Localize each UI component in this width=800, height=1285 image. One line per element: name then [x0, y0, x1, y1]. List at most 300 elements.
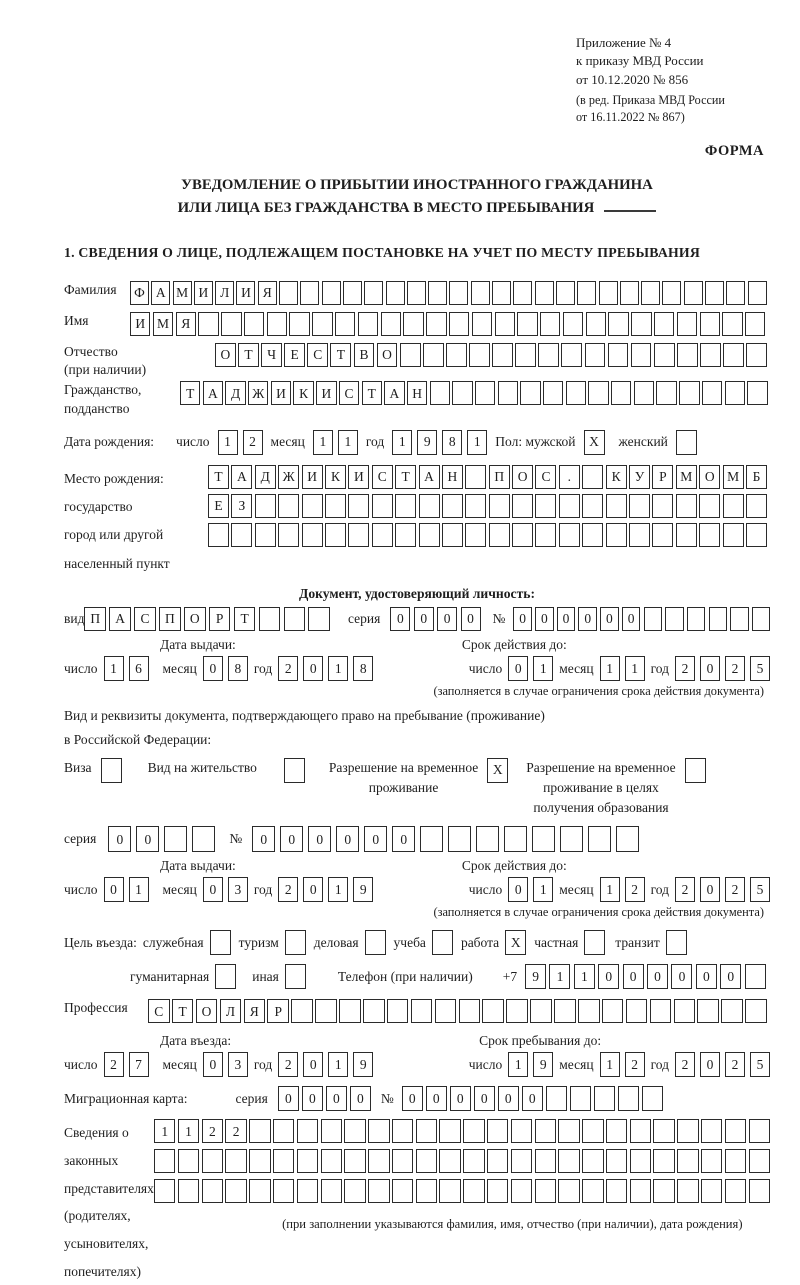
char-box-empty[interactable]: [435, 999, 457, 1023]
char-box-filled[interactable]: И: [194, 281, 213, 305]
char-box-empty[interactable]: [512, 523, 533, 547]
char-box-empty[interactable]: [365, 930, 386, 955]
char-box-filled[interactable]: З: [231, 494, 252, 518]
char-box-filled[interactable]: 1: [625, 656, 645, 681]
char-box-filled[interactable]: 6: [129, 656, 149, 681]
char-box-empty[interactable]: [249, 1149, 270, 1173]
char-box-empty[interactable]: [676, 523, 697, 547]
char-box-filled[interactable]: 0: [280, 826, 303, 852]
char-box-filled[interactable]: 1: [533, 656, 553, 681]
char-box-filled[interactable]: И: [236, 281, 255, 305]
char-box-empty[interactable]: [368, 1119, 389, 1143]
char-box-empty[interactable]: [442, 494, 463, 518]
char-box-empty[interactable]: [308, 607, 330, 631]
char-box-empty[interactable]: [300, 281, 319, 305]
char-box-filled[interactable]: X: [487, 758, 508, 783]
char-box-filled[interactable]: 2: [278, 656, 298, 681]
char-box-filled[interactable]: 2: [675, 656, 695, 681]
char-box-empty[interactable]: [721, 999, 743, 1023]
char-box-empty[interactable]: [620, 281, 639, 305]
char-box-empty[interactable]: [344, 1179, 365, 1203]
char-box-filled[interactable]: О: [377, 343, 398, 367]
char-box-empty[interactable]: [566, 381, 586, 405]
char-box-empty[interactable]: [699, 494, 720, 518]
char-box-empty[interactable]: [432, 930, 453, 955]
char-box-filled[interactable]: 0: [522, 1086, 543, 1111]
char-box-empty[interactable]: [701, 1119, 722, 1143]
char-box-filled[interactable]: 0: [203, 1052, 223, 1077]
char-box-empty[interactable]: [725, 1119, 746, 1143]
char-box-filled[interactable]: Е: [208, 494, 229, 518]
char-box-empty[interactable]: [611, 381, 631, 405]
char-box-filled[interactable]: М: [153, 312, 173, 336]
char-box-filled[interactable]: 2: [625, 877, 645, 902]
char-box-filled[interactable]: 0: [578, 607, 597, 631]
char-box-empty[interactable]: [395, 523, 416, 547]
char-box-empty[interactable]: [325, 494, 346, 518]
char-box-empty[interactable]: [641, 281, 660, 305]
char-box-filled[interactable]: Т: [330, 343, 351, 367]
char-box-filled[interactable]: Д: [255, 465, 276, 489]
char-box-filled[interactable]: 0: [104, 877, 124, 902]
char-box-filled[interactable]: 2: [225, 1119, 246, 1143]
char-box-empty[interactable]: [423, 343, 444, 367]
char-box-empty[interactable]: [511, 1179, 532, 1203]
char-box-filled[interactable]: 0: [303, 1052, 323, 1077]
char-box-filled[interactable]: 0: [598, 964, 619, 989]
char-box-empty[interactable]: [278, 523, 299, 547]
char-box-empty[interactable]: [676, 430, 697, 455]
char-box-empty[interactable]: [244, 312, 264, 336]
char-box-empty[interactable]: [407, 281, 426, 305]
char-box-filled[interactable]: 0: [392, 826, 415, 852]
char-box-empty[interactable]: [535, 1119, 556, 1143]
char-box-filled[interactable]: А: [109, 607, 131, 631]
char-box-filled[interactable]: 0: [720, 964, 741, 989]
char-box-filled[interactable]: Т: [234, 607, 256, 631]
char-box-empty[interactable]: [259, 607, 281, 631]
char-box-filled[interactable]: 0: [326, 1086, 347, 1111]
char-box-filled[interactable]: 1: [574, 964, 595, 989]
char-box-filled[interactable]: 1: [533, 877, 553, 902]
char-box-empty[interactable]: [677, 312, 697, 336]
char-box-empty[interactable]: [400, 343, 421, 367]
char-box-empty[interactable]: [588, 381, 608, 405]
char-box-empty[interactable]: [411, 999, 433, 1023]
char-box-empty[interactable]: [586, 312, 606, 336]
char-box-empty[interactable]: [449, 312, 469, 336]
char-box-filled[interactable]: 0: [623, 964, 644, 989]
char-box-empty[interactable]: [725, 1149, 746, 1173]
char-box-filled[interactable]: 8: [228, 656, 248, 681]
char-box-empty[interactable]: [676, 494, 697, 518]
char-box-empty[interactable]: [381, 312, 401, 336]
char-box-empty[interactable]: [449, 281, 468, 305]
char-box-filled[interactable]: И: [348, 465, 369, 489]
char-box-empty[interactable]: [439, 1149, 460, 1173]
char-box-filled[interactable]: 0: [557, 607, 576, 631]
char-box-empty[interactable]: [746, 523, 767, 547]
char-box-empty[interactable]: [616, 826, 639, 852]
char-box-empty[interactable]: [279, 281, 298, 305]
char-box-filled[interactable]: 1: [104, 656, 124, 681]
char-box-empty[interactable]: [492, 281, 511, 305]
char-box-filled[interactable]: 3: [228, 877, 248, 902]
char-box-filled[interactable]: Р: [652, 465, 673, 489]
char-box-empty[interactable]: [387, 999, 409, 1023]
char-box-empty[interactable]: [722, 312, 742, 336]
char-box-empty[interactable]: [321, 1119, 342, 1143]
char-box-empty[interactable]: [289, 312, 309, 336]
char-box-filled[interactable]: 2: [202, 1119, 223, 1143]
char-box-filled[interactable]: 0: [426, 1086, 447, 1111]
char-box-empty[interactable]: [679, 381, 699, 405]
char-box-empty[interactable]: [745, 312, 765, 336]
char-box-empty[interactable]: [416, 1149, 437, 1173]
char-box-empty[interactable]: [749, 1119, 770, 1143]
char-box-empty[interactable]: [606, 494, 627, 518]
char-box-empty[interactable]: [273, 1179, 294, 1203]
char-box-empty[interactable]: [416, 1179, 437, 1203]
char-box-empty[interactable]: [154, 1149, 175, 1173]
char-box-empty[interactable]: [535, 523, 556, 547]
char-box-filled[interactable]: 0: [108, 826, 131, 852]
char-box-empty[interactable]: [652, 523, 673, 547]
char-box-empty[interactable]: [395, 494, 416, 518]
char-box-empty[interactable]: [626, 999, 648, 1023]
char-box-empty[interactable]: [297, 1149, 318, 1173]
char-box-filled[interactable]: Т: [238, 343, 259, 367]
char-box-empty[interactable]: [392, 1149, 413, 1173]
char-box-empty[interactable]: [653, 1119, 674, 1143]
char-box-empty[interactable]: [602, 999, 624, 1023]
char-box-empty[interactable]: [312, 312, 332, 336]
char-box-filled[interactable]: X: [584, 430, 605, 455]
char-box-filled[interactable]: Б: [746, 465, 767, 489]
char-box-empty[interactable]: [582, 1149, 603, 1173]
char-box-empty[interactable]: [700, 312, 720, 336]
char-box-empty[interactable]: [348, 494, 369, 518]
char-box-empty[interactable]: [535, 281, 554, 305]
char-box-empty[interactable]: [538, 343, 559, 367]
char-box-filled[interactable]: 2: [104, 1052, 124, 1077]
char-box-empty[interactable]: [273, 1149, 294, 1173]
char-box-filled[interactable]: 0: [308, 826, 331, 852]
char-box-empty[interactable]: [202, 1149, 223, 1173]
char-box-empty[interactable]: [511, 1149, 532, 1173]
char-box-filled[interactable]: А: [384, 381, 404, 405]
char-box-empty[interactable]: [368, 1179, 389, 1203]
char-box-filled[interactable]: 0: [278, 1086, 299, 1111]
char-box-filled[interactable]: А: [203, 381, 223, 405]
char-box-empty[interactable]: [685, 758, 706, 783]
char-box-filled[interactable]: Н: [442, 465, 463, 489]
char-box-filled[interactable]: П: [159, 607, 181, 631]
char-box-empty[interactable]: [666, 930, 687, 955]
char-box-empty[interactable]: [702, 381, 722, 405]
char-box-filled[interactable]: 1: [600, 656, 620, 681]
char-box-empty[interactable]: [315, 999, 337, 1023]
char-box-filled[interactable]: 0: [700, 656, 720, 681]
char-box-filled[interactable]: 0: [622, 607, 641, 631]
char-box-filled[interactable]: И: [302, 465, 323, 489]
char-box-empty[interactable]: [674, 999, 696, 1023]
char-box-empty[interactable]: [725, 1179, 746, 1203]
char-box-empty[interactable]: [543, 381, 563, 405]
char-box-empty[interactable]: [463, 1119, 484, 1143]
char-box-empty[interactable]: [285, 930, 306, 955]
char-box-empty[interactable]: [749, 1149, 770, 1173]
char-box-filled[interactable]: С: [339, 381, 359, 405]
char-box-empty[interactable]: [684, 281, 703, 305]
char-box-filled[interactable]: 0: [203, 656, 223, 681]
char-box-empty[interactable]: [606, 523, 627, 547]
char-box-filled[interactable]: 1: [328, 1052, 348, 1077]
char-box-empty[interactable]: [577, 281, 596, 305]
char-box-filled[interactable]: 8: [442, 430, 462, 455]
char-box-empty[interactable]: [677, 1119, 698, 1143]
char-box-empty[interactable]: [368, 1149, 389, 1173]
char-box-filled[interactable]: 1: [600, 1052, 620, 1077]
char-box-empty[interactable]: [578, 999, 600, 1023]
char-box-empty[interactable]: [255, 523, 276, 547]
char-box-filled[interactable]: Ж: [248, 381, 268, 405]
char-box-filled[interactable]: 0: [600, 607, 619, 631]
char-box-empty[interactable]: [511, 1119, 532, 1143]
char-box-filled[interactable]: 1: [154, 1119, 175, 1143]
char-box-filled[interactable]: С: [372, 465, 393, 489]
char-box-empty[interactable]: [560, 826, 583, 852]
char-box-empty[interactable]: [469, 343, 490, 367]
char-box-empty[interactable]: [513, 281, 532, 305]
char-box-empty[interactable]: [154, 1179, 175, 1203]
char-box-empty[interactable]: [748, 281, 767, 305]
char-box-empty[interactable]: [344, 1149, 365, 1173]
char-box-empty[interactable]: [487, 1119, 508, 1143]
char-box-empty[interactable]: [665, 607, 684, 631]
char-box-empty[interactable]: [558, 1149, 579, 1173]
char-box-empty[interactable]: [570, 1086, 591, 1111]
char-box-empty[interactable]: [202, 1179, 223, 1203]
char-box-empty[interactable]: [426, 312, 446, 336]
char-box-empty[interactable]: [249, 1179, 270, 1203]
char-box-empty[interactable]: [487, 1179, 508, 1203]
char-box-empty[interactable]: [584, 930, 605, 955]
char-box-filled[interactable]: 2: [675, 1052, 695, 1077]
char-box-empty[interactable]: [419, 494, 440, 518]
char-box-filled[interactable]: 1: [129, 877, 149, 902]
char-box-filled[interactable]: X: [505, 930, 526, 955]
char-box-empty[interactable]: [644, 607, 663, 631]
char-box-empty[interactable]: [559, 494, 580, 518]
char-box-filled[interactable]: 1: [600, 877, 620, 902]
char-box-filled[interactable]: 1: [218, 430, 238, 455]
char-box-empty[interactable]: [291, 999, 313, 1023]
char-box-filled[interactable]: .: [559, 465, 580, 489]
char-box-empty[interactable]: [746, 494, 767, 518]
char-box-empty[interactable]: [363, 999, 385, 1023]
char-box-empty[interactable]: [278, 494, 299, 518]
char-box-empty[interactable]: [653, 1179, 674, 1203]
char-box-filled[interactable]: Т: [208, 465, 229, 489]
char-box-filled[interactable]: С: [148, 999, 170, 1023]
char-box-filled[interactable]: С: [134, 607, 156, 631]
char-box-empty[interactable]: [430, 381, 450, 405]
char-box-empty[interactable]: [442, 523, 463, 547]
char-box-empty[interactable]: [452, 381, 472, 405]
char-box-empty[interactable]: [582, 1179, 603, 1203]
char-box-filled[interactable]: О: [184, 607, 206, 631]
char-box-filled[interactable]: 2: [625, 1052, 645, 1077]
char-box-empty[interactable]: [701, 1179, 722, 1203]
char-box-empty[interactable]: [631, 343, 652, 367]
char-box-filled[interactable]: 1: [392, 430, 412, 455]
char-box-filled[interactable]: 0: [136, 826, 159, 852]
char-box-empty[interactable]: [532, 826, 555, 852]
char-box-empty[interactable]: [606, 1149, 627, 1173]
char-box-filled[interactable]: 0: [437, 607, 457, 631]
char-box-empty[interactable]: [249, 1119, 270, 1143]
char-box-empty[interactable]: [487, 1149, 508, 1173]
char-box-empty[interactable]: [540, 312, 560, 336]
char-box-filled[interactable]: 7: [129, 1052, 149, 1077]
char-box-filled[interactable]: П: [489, 465, 510, 489]
char-box-empty[interactable]: [723, 494, 744, 518]
char-box-filled[interactable]: Р: [209, 607, 231, 631]
char-box-filled[interactable]: 0: [696, 964, 717, 989]
char-box-filled[interactable]: 5: [750, 656, 770, 681]
char-box-filled[interactable]: 1: [508, 1052, 528, 1077]
char-box-filled[interactable]: 0: [461, 607, 481, 631]
char-box-empty[interactable]: [746, 343, 767, 367]
char-box-empty[interactable]: [745, 999, 767, 1023]
char-box-empty[interactable]: [554, 999, 576, 1023]
char-box-filled[interactable]: 9: [417, 430, 437, 455]
char-box-filled[interactable]: Д: [225, 381, 245, 405]
char-box-filled[interactable]: 0: [508, 656, 528, 681]
char-box-empty[interactable]: [723, 523, 744, 547]
char-box-filled[interactable]: Ч: [261, 343, 282, 367]
char-box-empty[interactable]: [489, 523, 510, 547]
char-box-empty[interactable]: [465, 465, 486, 489]
char-box-filled[interactable]: Я: [244, 999, 266, 1023]
char-box-filled[interactable]: 8: [353, 656, 373, 681]
char-box-empty[interactable]: [198, 312, 218, 336]
char-box-empty[interactable]: [582, 465, 603, 489]
char-box-empty[interactable]: [654, 312, 674, 336]
char-box-empty[interactable]: [582, 494, 603, 518]
char-box-empty[interactable]: [192, 826, 215, 852]
char-box-filled[interactable]: 1: [338, 430, 358, 455]
char-box-empty[interactable]: [630, 1179, 651, 1203]
char-box-filled[interactable]: А: [151, 281, 170, 305]
char-box-filled[interactable]: Л: [215, 281, 234, 305]
char-box-empty[interactable]: [463, 1179, 484, 1203]
char-box-empty[interactable]: [492, 343, 513, 367]
char-box-empty[interactable]: [618, 1086, 639, 1111]
char-box-filled[interactable]: 9: [533, 1052, 553, 1077]
char-box-empty[interactable]: [535, 1179, 556, 1203]
char-box-empty[interactable]: [608, 343, 629, 367]
char-box-empty[interactable]: [215, 964, 236, 989]
char-box-empty[interactable]: [221, 312, 241, 336]
char-box-empty[interactable]: [725, 381, 745, 405]
char-box-filled[interactable]: Я: [258, 281, 277, 305]
char-box-empty[interactable]: [472, 312, 492, 336]
char-box-filled[interactable]: 0: [700, 1052, 720, 1077]
char-box-filled[interactable]: 0: [700, 877, 720, 902]
char-box-empty[interactable]: [325, 523, 346, 547]
char-box-empty[interactable]: [210, 930, 231, 955]
char-box-filled[interactable]: 0: [364, 826, 387, 852]
char-box-empty[interactable]: [606, 1179, 627, 1203]
char-box-empty[interactable]: [208, 523, 229, 547]
char-box-filled[interactable]: 9: [353, 877, 373, 902]
char-box-filled[interactable]: 2: [725, 877, 745, 902]
char-box-filled[interactable]: М: [173, 281, 192, 305]
char-box-empty[interactable]: [656, 381, 676, 405]
char-box-filled[interactable]: И: [271, 381, 291, 405]
char-box-empty[interactable]: [677, 1149, 698, 1173]
char-box-empty[interactable]: [561, 343, 582, 367]
char-box-empty[interactable]: [302, 494, 323, 518]
char-box-filled[interactable]: Т: [172, 999, 194, 1023]
char-box-empty[interactable]: [498, 381, 518, 405]
char-box-filled[interactable]: А: [419, 465, 440, 489]
char-box-empty[interactable]: [495, 312, 515, 336]
char-box-empty[interactable]: [416, 1119, 437, 1143]
char-box-empty[interactable]: [322, 281, 341, 305]
char-box-filled[interactable]: 1: [313, 430, 333, 455]
char-box-empty[interactable]: [631, 312, 651, 336]
char-box-filled[interactable]: 2: [675, 877, 695, 902]
char-box-empty[interactable]: [699, 523, 720, 547]
char-box-empty[interactable]: [520, 381, 540, 405]
char-box-empty[interactable]: [630, 1149, 651, 1173]
char-box-empty[interactable]: [546, 1086, 567, 1111]
char-box-empty[interactable]: [749, 1179, 770, 1203]
char-box-empty[interactable]: [687, 607, 706, 631]
char-box-empty[interactable]: [504, 826, 527, 852]
char-box-empty[interactable]: [558, 1179, 579, 1203]
char-box-empty[interactable]: [677, 1179, 698, 1203]
char-box-empty[interactable]: [403, 312, 423, 336]
char-box-empty[interactable]: [231, 523, 252, 547]
char-box-filled[interactable]: 9: [353, 1052, 373, 1077]
char-box-empty[interactable]: [420, 826, 443, 852]
char-box-empty[interactable]: [302, 523, 323, 547]
char-box-empty[interactable]: [475, 381, 495, 405]
char-box-empty[interactable]: [558, 1119, 579, 1143]
char-box-filled[interactable]: О: [196, 999, 218, 1023]
char-box-empty[interactable]: [630, 1119, 651, 1143]
char-box-filled[interactable]: 0: [350, 1086, 371, 1111]
char-box-filled[interactable]: Т: [395, 465, 416, 489]
char-box-empty[interactable]: [559, 523, 580, 547]
char-box-empty[interactable]: [471, 281, 490, 305]
char-box-empty[interactable]: [701, 1149, 722, 1173]
char-box-empty[interactable]: [662, 281, 681, 305]
char-box-filled[interactable]: 0: [498, 1086, 519, 1111]
char-box-filled[interactable]: Т: [180, 381, 200, 405]
char-box-filled[interactable]: К: [325, 465, 346, 489]
char-box-filled[interactable]: 1: [178, 1119, 199, 1143]
char-box-empty[interactable]: [255, 494, 276, 518]
char-box-empty[interactable]: [372, 494, 393, 518]
char-box-filled[interactable]: 0: [402, 1086, 423, 1111]
char-box-empty[interactable]: [650, 999, 672, 1023]
char-box-empty[interactable]: [726, 281, 745, 305]
